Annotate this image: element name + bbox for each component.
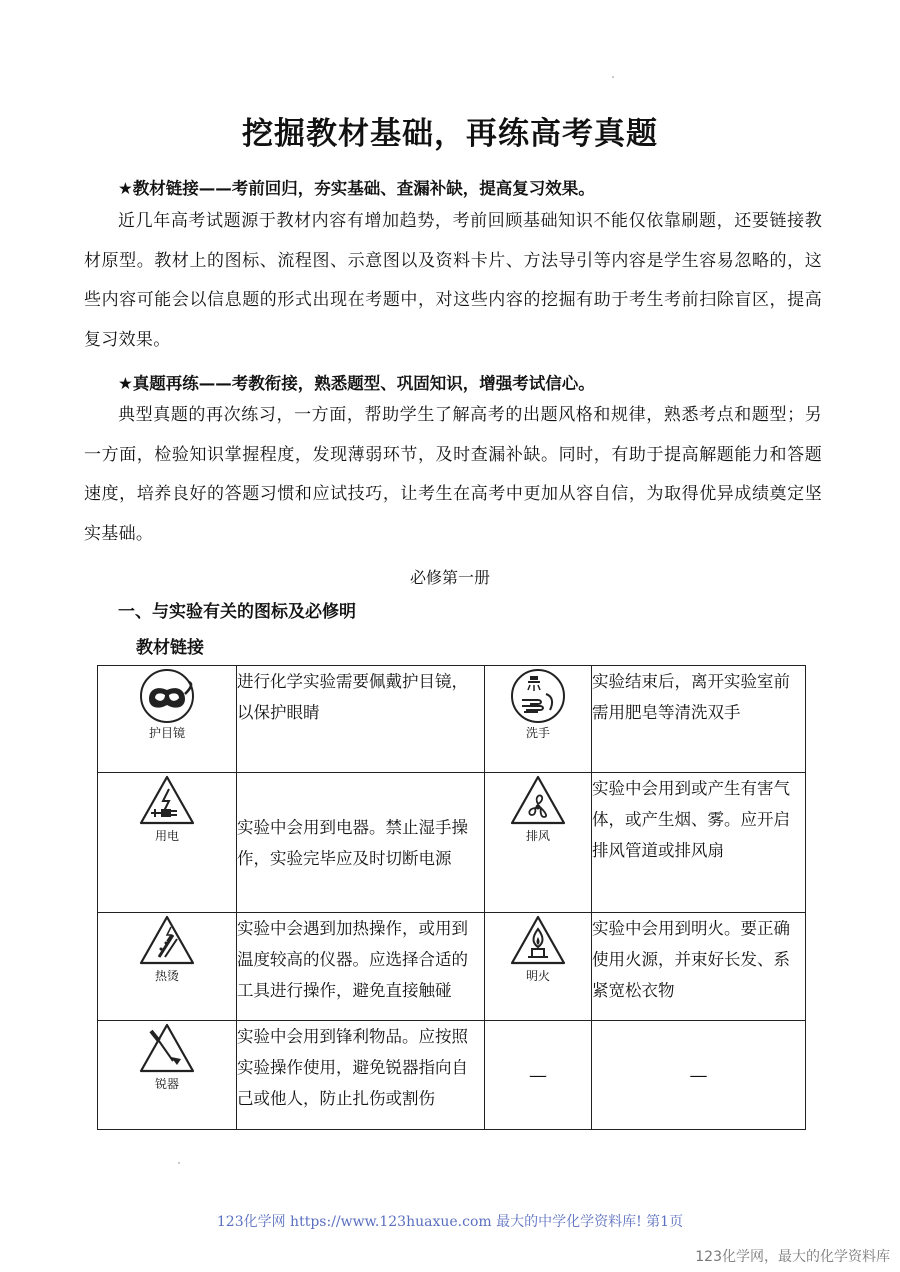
section-1-title: 一、与实验有关的图标及必修明 (118, 602, 356, 622)
icon-cell (98, 773, 237, 913)
empty-icon-cell: — (485, 1021, 592, 1130)
textbook-link-label: 教材链接 (136, 638, 204, 658)
empty-description-cell: — (592, 1021, 806, 1130)
goggles-icon (137, 666, 197, 726)
icon-description: 实验中会用到锋利物品。应按照实验操作使用，避免锐器指向自己或他人，防止扎伤或割伤 (237, 1021, 485, 1130)
icon-label: 用电 (154, 829, 179, 843)
icon-cell (98, 913, 237, 1021)
exhaust-fan-icon (508, 773, 568, 829)
icon-description: 实验结束后，离开实验室前需用肥皂等清洗双手 (592, 666, 806, 773)
icon-cell (485, 913, 592, 1021)
table-row (98, 913, 806, 1021)
table-row (98, 773, 806, 913)
icon-label: 护目镜 (148, 726, 185, 740)
icon-description: 实验中会用到明火。要正确使用火源，并束好长发、系紧宽松衣物 (592, 913, 806, 1021)
section-heading-exam-practice: ★真题再练——考教衔接，熟悉题型、巩固知识，增强考试信心。 (118, 374, 595, 393)
page-footer: 123化学网 https://www.123huaxue.com 最大的中学化学资料库! 第1页 (216, 1214, 684, 1230)
icon-cell (485, 666, 592, 773)
table-row (98, 666, 806, 773)
icon-label: 明火 (525, 969, 550, 983)
open-flame-icon (508, 913, 568, 969)
scan-speck (612, 76, 614, 78)
icon-label: 锐器 (154, 1077, 179, 1091)
icon-description: 实验中会用到或产生有害气体，或产生烟、雾。应开启排风管道或排风扇 (592, 773, 806, 913)
icon-cell (98, 1021, 237, 1130)
hot-surface-icon (137, 913, 197, 969)
sharp-object-icon (137, 1021, 197, 1077)
icon-description: 进行化学实验需要佩戴护目镜，以保护眼睛 (237, 666, 485, 773)
watermark: 123化学网，最大的化学资料库 (695, 1249, 890, 1265)
scan-speck (178, 1162, 180, 1164)
paragraph-textbook-link: 近几年高考试题源于教材内容有增加趋势，考前回顾基础知识不能仅依靠刷题，还要链接教材原型。教材上的图标、流程图、示意图以及资料卡片、方法导引等内容是学生容易忽略的，这些内容可能会以信息题的形式出现在考题中，对这些内容的挖掘有助于考生考前扫除盲区，提高复习效果。 (84, 211, 822, 350)
icon-label: 排风 (525, 829, 550, 843)
icon-label: 洗手 (525, 726, 550, 740)
lab-icons-table (97, 665, 806, 1130)
electricity-icon (137, 773, 197, 829)
table-row (98, 1021, 806, 1130)
book-title: 必修第一册 (409, 568, 490, 587)
section-heading-textbook-link: ★教材链接——考前回归，夯实基础、查漏补缺，提高复习效果。 (118, 179, 595, 198)
paragraph-exam-practice: 典型真题的再次练习，一方面，帮助学生了解高考的出题风格和规律，熟悉考点和题型；另一方面，检验知识掌握程度，发现薄弱环节，及时查漏补缺。同时，有助于提高解题能力和答题速度，培养良好的答题习惯和应试技巧，让考生在高考中更加从容自信，为取得优异成绩奠定坚实基础。 (84, 405, 822, 544)
icon-cell (98, 666, 237, 773)
icon-description: 实验中会用到电器。禁止湿手操作，实验完毕应及时切断电源 (237, 773, 485, 913)
hand-wash-icon (508, 666, 568, 726)
icon-description: 实验中会遇到加热操作，或用到温度较高的仪器。应选择合适的工具进行操作，避免直接触碰 (237, 913, 485, 1021)
icon-label: 热烫 (154, 969, 179, 983)
icon-cell (485, 773, 592, 913)
page-title: 挖掘教材基础，再练高考真题 (242, 116, 658, 152)
